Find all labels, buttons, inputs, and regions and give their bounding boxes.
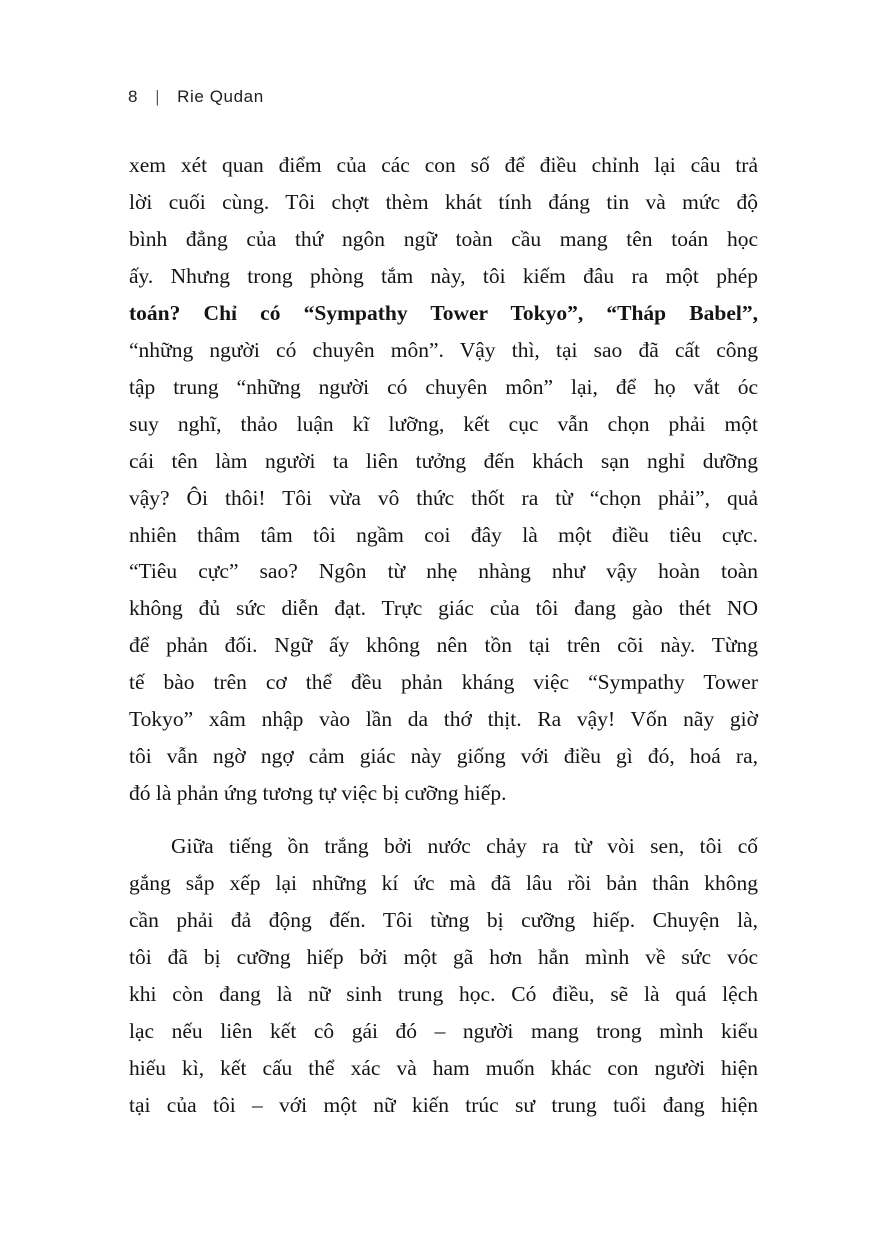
text-line: gắng sắp xếp lại những kí ức mà đã lâu rồi bản thân không xyxy=(129,871,758,896)
text-line: vậy? Ôi thôi! Tôi vừa vô thức thốt ra từ “chọn phải”, quả xyxy=(129,485,758,510)
text-line: “Tiêu cực” sao? Ngôn từ nhẹ nhàng như vậy hoàn toàn xyxy=(129,559,758,584)
text-line: ấy. Nhưng trong phòng tắm này, tôi kiếm đâu ra một phép xyxy=(129,263,758,288)
header-divider: | xyxy=(155,87,160,106)
paragraph xyxy=(129,147,758,812)
text-line: Tokyo” xâm nhập vào lần da thớ thịt. Ra vậy! Vốn nãy giờ xyxy=(129,707,758,732)
text-line: nhiên thâm tâm tôi ngầm coi đây là một điều tiêu cực. xyxy=(129,522,758,547)
author-name: Rie Qudan xyxy=(177,87,264,106)
text-line: không đủ sức diễn đạt. Trực giác của tôi đang gào thét NO xyxy=(129,596,758,621)
text-line: tôi vẫn ngờ ngợ cảm giác này giống với điều gì đó, hoá ra, xyxy=(129,744,758,769)
text-line: khi còn đang là nữ sinh trung học. Có điều, sẽ là quá lệch xyxy=(129,981,758,1006)
text-line: để phản đối. Ngữ ấy không nên tồn tại trên cõi này. Từng xyxy=(129,633,758,658)
text-line: cái tên làm người ta liên tưởng đến khách sạn nghỉ dưỡng xyxy=(129,448,758,473)
text-line: tôi đã bị cưỡng hiếp bởi một gã hơn hẳn mình về sức vóc xyxy=(129,945,758,970)
text-line: cần phải đả động đến. Tôi từng bị cưỡng hiếp. Chuyện là, xyxy=(129,908,758,933)
text-line: lạc nếu liên kết cô gái đó – người mang trong mình kiểu xyxy=(129,1018,758,1043)
text-line: tại của tôi – với một nữ kiến trúc sư trung tuổi đang hiện xyxy=(129,1092,758,1117)
text-line: suy nghĩ, thảo luận kĩ lưỡng, kết cục vẫn chọn phải một xyxy=(129,411,758,436)
text-line: bình đẳng của thứ ngôn ngữ toàn cầu mang tên toán học xyxy=(129,226,758,251)
text-line: tế bào trên cơ thể đều phản kháng việc “Sympathy Tower xyxy=(129,670,758,695)
text-line: “những người có chuyên môn”. Vậy thì, tại sao đã cất công xyxy=(129,337,758,362)
page-header xyxy=(128,87,264,107)
text-line: đó là phản ứng tương tự việc bị cưỡng hiếp. xyxy=(129,781,507,806)
page-number: 8 xyxy=(128,87,139,106)
paragraph xyxy=(129,828,758,1124)
text-line: hiếu kì, kết cấu thể xác và ham muốn khác con người hiện xyxy=(129,1055,758,1080)
text-line: toán? Chỉ có “Sympathy Tower Tokyo”, “Tháp Babel”, xyxy=(129,300,758,325)
text-line: tập trung “những người có chuyên môn” lại, để họ vắt óc xyxy=(129,374,758,399)
text-line: xem xét quan điểm của các con số để điều chỉnh lại câu trả xyxy=(129,153,758,177)
text-line: lời cuối cùng. Tôi chợt thèm khát tính đáng tin và mức độ xyxy=(129,189,758,214)
body-text xyxy=(129,147,758,1124)
text-line: Giữa tiếng ồn trắng bởi nước chảy ra từ vòi sen, tôi cố xyxy=(171,834,758,859)
